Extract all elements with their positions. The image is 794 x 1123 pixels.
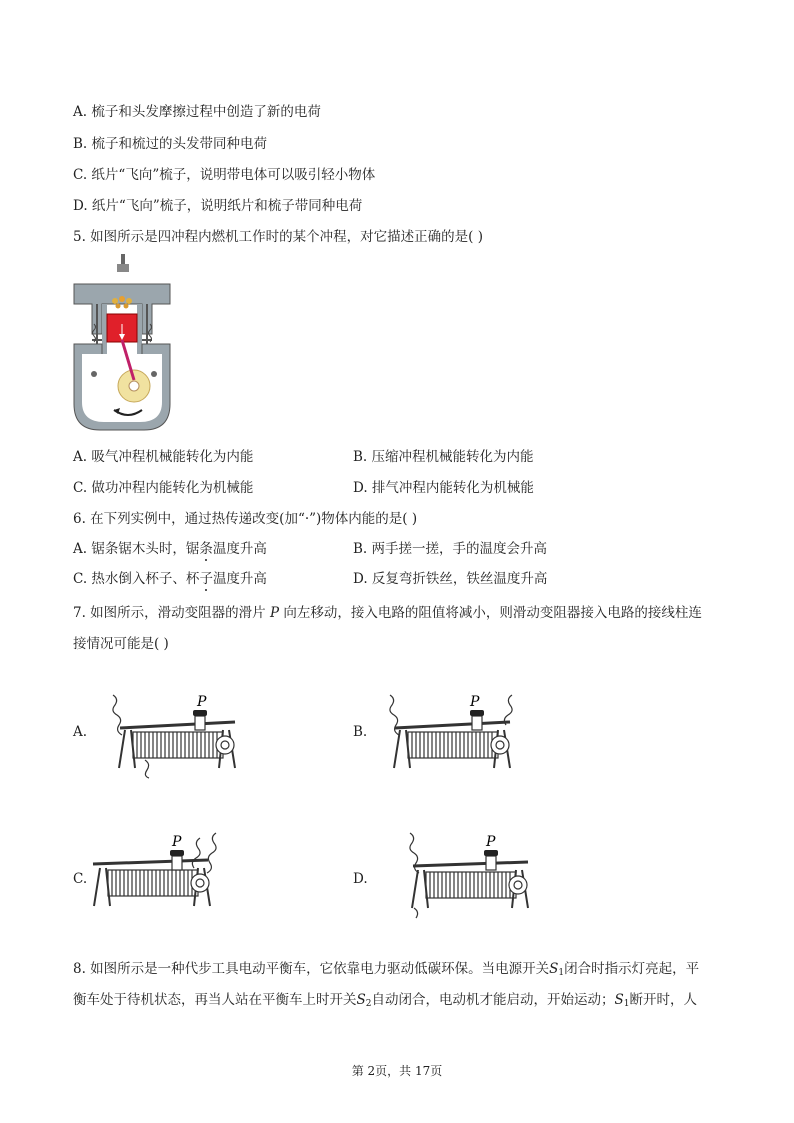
- q8-line2: [73, 991, 697, 1013]
- rheostat-a: [105, 690, 250, 780]
- q4-option-c: C. 纸片“飞向”梳子，说明带电体可以吸引轻小物体: [73, 167, 376, 183]
- rheostat-c-p: P: [172, 834, 182, 850]
- q6-a-text-end: 温度升高: [212, 541, 267, 557]
- q5-option-c: C. 做功冲程内能转化为机械能: [73, 480, 254, 496]
- rheostat-b: [380, 690, 525, 780]
- q8-switch-s1: S: [549, 961, 559, 977]
- q5-option-b: B. 压缩冲程机械能转化为内能: [353, 449, 534, 465]
- q8-switch-s1b-sub: 1: [623, 999, 630, 1009]
- q8-text-5: 断开时，人: [629, 992, 697, 1008]
- q7-stem-text: 7. 如图所示，滑动变阻器的滑片: [73, 605, 270, 621]
- rheostat-d-slider: [484, 850, 498, 856]
- q5-stem: 5. 如图所示是四冲程内燃机工作时的某个冲程，对它描述正确的是( ): [73, 229, 483, 245]
- q8-text-3: 衡车处于待机状态，再当人站在平衡车上时开关: [73, 992, 357, 1008]
- q5-option-d: D. 排气冲程内能转化为机械能: [353, 480, 534, 496]
- q8-switch-s1b: S: [614, 992, 624, 1008]
- q7-label-b: B.: [353, 724, 368, 740]
- q6-option-b: B. 两手搓一搓，手的温度会升高: [353, 541, 548, 557]
- rheostat-c-slider: [170, 850, 184, 856]
- q7-label-c: C.: [73, 871, 88, 887]
- q6-c-text-end: 温度升高: [212, 571, 267, 587]
- q4-option-b: B. 梳子和梳过的头发带同种电荷: [73, 136, 268, 152]
- q6-a-dotted: 条: [199, 541, 213, 557]
- rheostat-b-p: P: [470, 694, 480, 710]
- rheostat-d: [398, 828, 543, 923]
- rheostat-c: [88, 828, 233, 918]
- q7-var-p: P: [269, 605, 280, 621]
- engine-diagram: [70, 254, 174, 432]
- q5-option-a: A. 吸气冲程机械能转化为内能: [73, 449, 254, 465]
- q8-switch-s2: S: [356, 992, 366, 1008]
- q7-label-a: A.: [73, 724, 88, 740]
- q7-label-d: D.: [353, 871, 368, 887]
- q6-c-text: C. 热水倒入杯子、杯: [73, 571, 200, 587]
- q6-option-c: [73, 570, 267, 588]
- q8-text-1: 8. 如图所示是一种代步工具电动平衡车，它依靠电力驱动低碳环保。当电源开关: [73, 961, 550, 977]
- q8-switch-s2-sub: 2: [365, 999, 372, 1009]
- q8-text-2: 闭合时指示灯亮起，平: [564, 961, 700, 977]
- q6-c-dotted: 子: [199, 571, 213, 587]
- q7-stem-line1: [73, 604, 702, 622]
- page-footer: 第 2页，共 17页: [351, 1064, 443, 1078]
- q7-stem-line2: 接情况可能是( ): [73, 636, 169, 652]
- rheostat-b-slider: [470, 710, 484, 716]
- q6-option-d: D. 反复弯折铁丝，铁丝温度升高: [353, 571, 548, 587]
- q6-stem: 6. 在下列实例中，通过热传递改变(加“·”)物体内能的是( ): [73, 511, 418, 527]
- q8-text-4: 自动闭合，电动机才能启动，开始运动；: [371, 992, 615, 1008]
- q7-stem-text-end: 向左移动，接入电路的阻值将减小，则滑动变阻器接入电路的接线柱连: [279, 605, 702, 621]
- rheostat-a-p: P: [197, 694, 207, 710]
- q4-option-d: D. 纸片“飞向”梳子，说明纸片和梳子带同种电荷: [73, 198, 363, 214]
- q6-a-text: A. 锯条锯木头时，锯: [73, 541, 200, 557]
- q8-switch-s1-sub: 1: [558, 968, 565, 978]
- q4-option-a: A. 梳子和头发摩擦过程中创造了新的电荷: [73, 104, 321, 120]
- q8-line1: [73, 960, 699, 982]
- rheostat-d-p: P: [486, 834, 496, 850]
- rheostat-a-slider: [193, 710, 207, 716]
- q6-option-a: [73, 540, 267, 558]
